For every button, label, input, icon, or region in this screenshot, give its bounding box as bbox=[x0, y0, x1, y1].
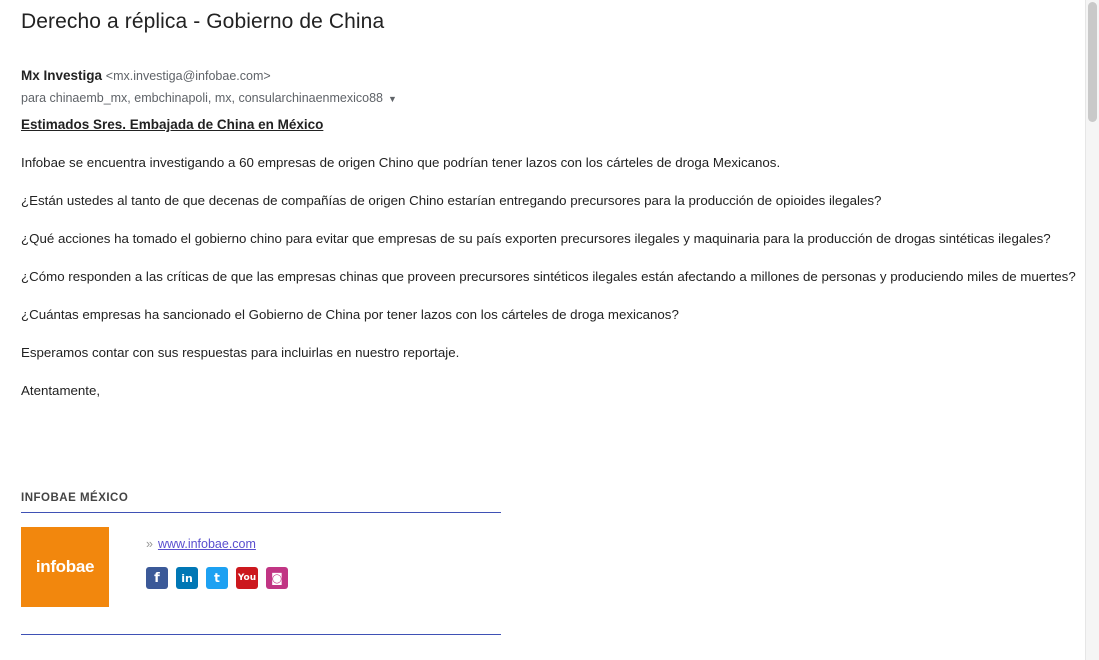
logo-text: infobae bbox=[35, 557, 95, 576]
scrollbar-thumb[interactable] bbox=[1088, 2, 1097, 122]
signature-details bbox=[146, 537, 288, 589]
recipients-list: para chinaemb_mx, embchinapoli, mx, consularchinaenmexico88 bbox=[21, 91, 383, 105]
page-title: Derecho a réplica - Gobierno de China bbox=[21, 10, 385, 33]
sender-line bbox=[21, 67, 1021, 85]
spacer bbox=[21, 172, 1071, 192]
spacer bbox=[21, 134, 1071, 154]
website-line bbox=[146, 537, 288, 551]
chevron-down-icon[interactable]: ▼ bbox=[388, 93, 397, 104]
social-links bbox=[146, 567, 288, 589]
greeting-text: Estimados Sres. Embajada de China en México bbox=[21, 117, 324, 132]
body-paragraph-2: ¿Están ustedes al tanto de que decenas de compañías de origen Chino estarían entregando precursores para la producción de opioides ilegales? bbox=[21, 193, 882, 208]
spacer bbox=[21, 248, 1071, 268]
sender-address: <mx.investiga@infobae.com> bbox=[105, 69, 271, 83]
signature-divider-bottom bbox=[21, 634, 501, 635]
body-paragraph-4: ¿Cómo responden a las críticas de que las empresas chinas que proveen precursores sintéticos ilegales están afectando a millones de personas y produciendo miles de muertes? bbox=[21, 269, 1076, 284]
spacer bbox=[21, 362, 1071, 382]
sender-name[interactable]: Mx Investiga bbox=[21, 68, 103, 83]
youtube-icon[interactable]: You bbox=[236, 567, 258, 589]
email-body bbox=[21, 116, 1076, 400]
infobae-logo bbox=[21, 527, 109, 607]
spacer bbox=[21, 210, 1071, 230]
linkedin-icon[interactable]: in bbox=[176, 567, 198, 589]
recipients-line bbox=[21, 89, 1021, 108]
vertical-scrollbar[interactable] bbox=[1085, 0, 1099, 660]
instagram-icon[interactable]: ◙ bbox=[266, 567, 288, 589]
body-paragraph-5: ¿Cuántas empresas ha sancionado el Gobierno de China por tener lazos con los cárteles de droga mexicanos? bbox=[21, 307, 679, 322]
bullet-icon: » bbox=[146, 537, 153, 551]
signature-divider-top bbox=[21, 512, 501, 513]
email-signature bbox=[21, 488, 501, 637]
email-header bbox=[21, 67, 1021, 108]
body-paragraph-7: Atentamente, bbox=[21, 383, 101, 398]
body-paragraph-3: ¿Qué acciones ha tomado el gobierno chino para evitar que empresas de su país exporten precursores ilegales y maquinaria para la producción de drogas sintéticas ilegales? bbox=[21, 231, 1051, 246]
twitter-icon[interactable]: t bbox=[206, 567, 228, 589]
facebook-icon[interactable]: f bbox=[146, 567, 168, 589]
website-link[interactable]: www.infobae.com bbox=[157, 537, 256, 551]
signature-body bbox=[21, 527, 501, 637]
body-paragraph-6: Esperamos contar con sus respuestas para incluirlas en nuestro reportaje. bbox=[21, 345, 460, 360]
spacer bbox=[21, 286, 1071, 306]
spacer bbox=[21, 324, 1071, 344]
body-paragraph-1: Infobae se encuentra investigando a 60 empresas de origen Chino que podrían tener lazos con los cárteles de droga Mexicanos. bbox=[21, 155, 781, 170]
signature-title: INFOBAE MÉXICO bbox=[21, 492, 129, 504]
